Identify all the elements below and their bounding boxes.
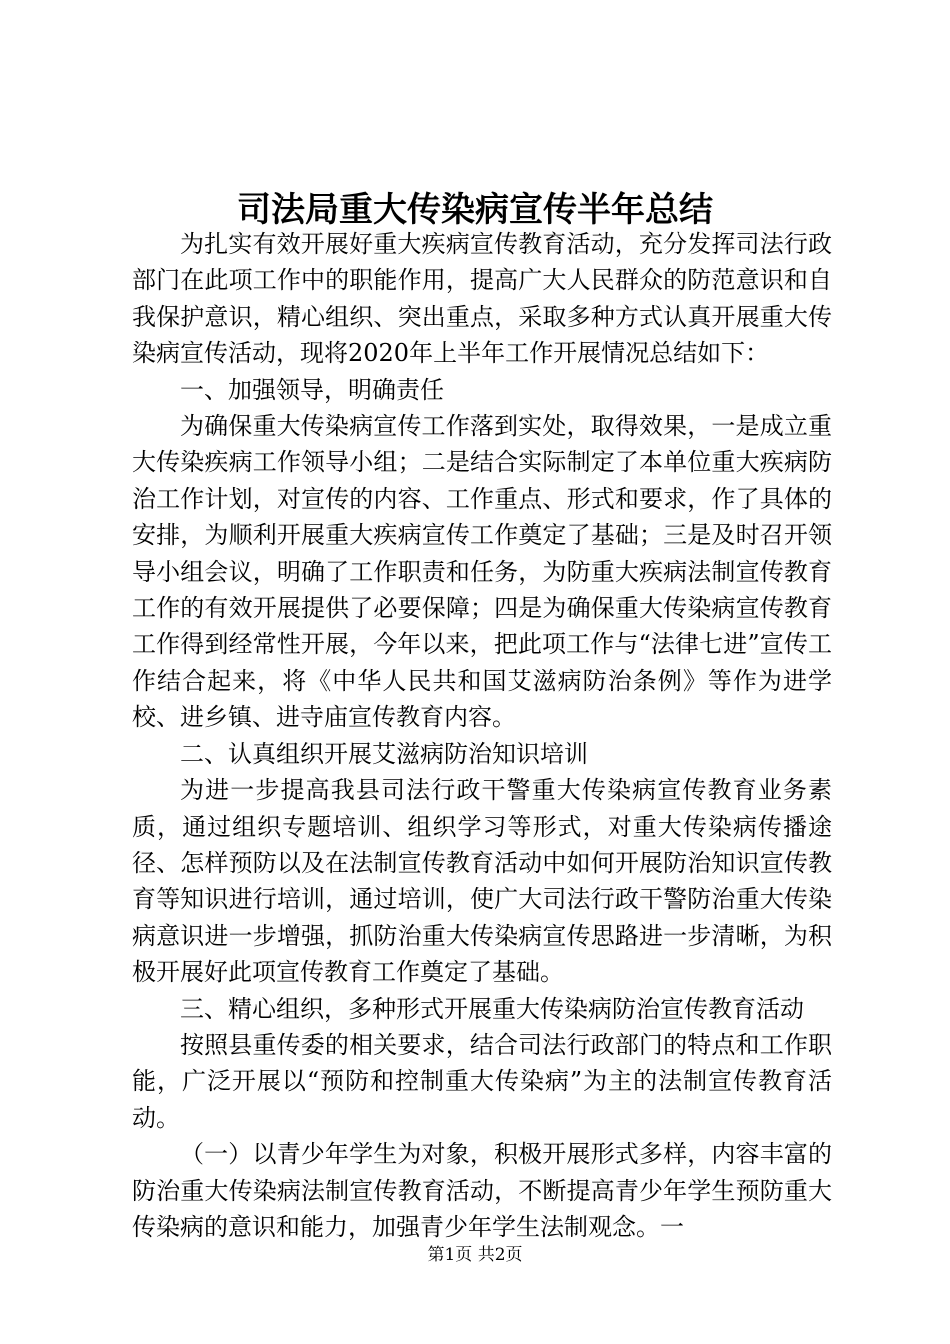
paragraph-section-2: 为进一步提高我县司法行政干警重大传染病宣传教育业务素质，通过组织专题培训、组织学习等形式，对重大传染病传播途径、怎样预防以及在法制宣传教育活动中如何开展防治知识宣传教育等知识进行培训，通过培训，使广大司法行政干警防治重大传染病意识进一步增强，抓防治重大传染病宣传思路进一步清晰，为积极开展好此项宣传教育工作奠定了基础。 — [132, 776, 832, 987]
paragraph-subsection-1: （一）以青少年学生为对象，积极开展形式多样，内容丰富的防治重大传染病法制宣传教育活动，不断提高青少年学生预防重大传染病的意识和能力，加强青少年学生法制观念。一 — [132, 1140, 832, 1241]
page-footer: 第1页 共2页 — [427, 1245, 523, 1265]
section-heading-1: 一、加强领导，明确责任 — [180, 375, 444, 404]
paragraph-section-1: 为确保重大传染病宣传工作落到实处，取得效果，一是成立重大传染疾病工作领导小组；二是结合实际制定了本单位重大疾病防治工作计划，对宣传的内容、工作重点、形式和要求，作了具体的安排，为顺利开展重大疾病宣传工作奠定了基础；三是及时召开领导小组会议，明确了工作职责和任务，为防重大疾病法制宣传教育工作的有效开展提供了必要保障；四是为确保重大传染病宣传教育工作得到经常性开展，今年以来，把此项工作与“法律七进”宣传工作结合起来，将《中华人民共和国艾滋病防治条例》等作为进学校、进乡镇、进寺庙宣传教育内容。 — [132, 412, 832, 732]
paragraph-section-3: 按照县重传委的相关要求，结合司法行政部门的特点和工作职能，广泛开展以“预防和控制重大传染病”为主的法制宣传教育活动。 — [132, 1030, 832, 1132]
document-body — [132, 226, 832, 1245]
section-heading-3: 三、精心组织，多种形式开展重大传染病防治宣传教育活动 — [180, 994, 804, 1023]
paragraph-intro: 为扎实有效开展好重大疾病宣传教育活动，充分发挥司法行政部门在此项工作中的职能作用，提高广大人民群众的防范意识和自我保护意识，精心组织、突出重点，采取多种方式认真开展重大传染病宣传活动，现将2020年上半年工作开展情况总结如下： — [132, 230, 832, 368]
section-heading-2: 二、认真组织开展艾滋病防治知识培训 — [180, 739, 588, 768]
document-title: 司法局重大传染病宣传半年总结 — [237, 190, 713, 230]
